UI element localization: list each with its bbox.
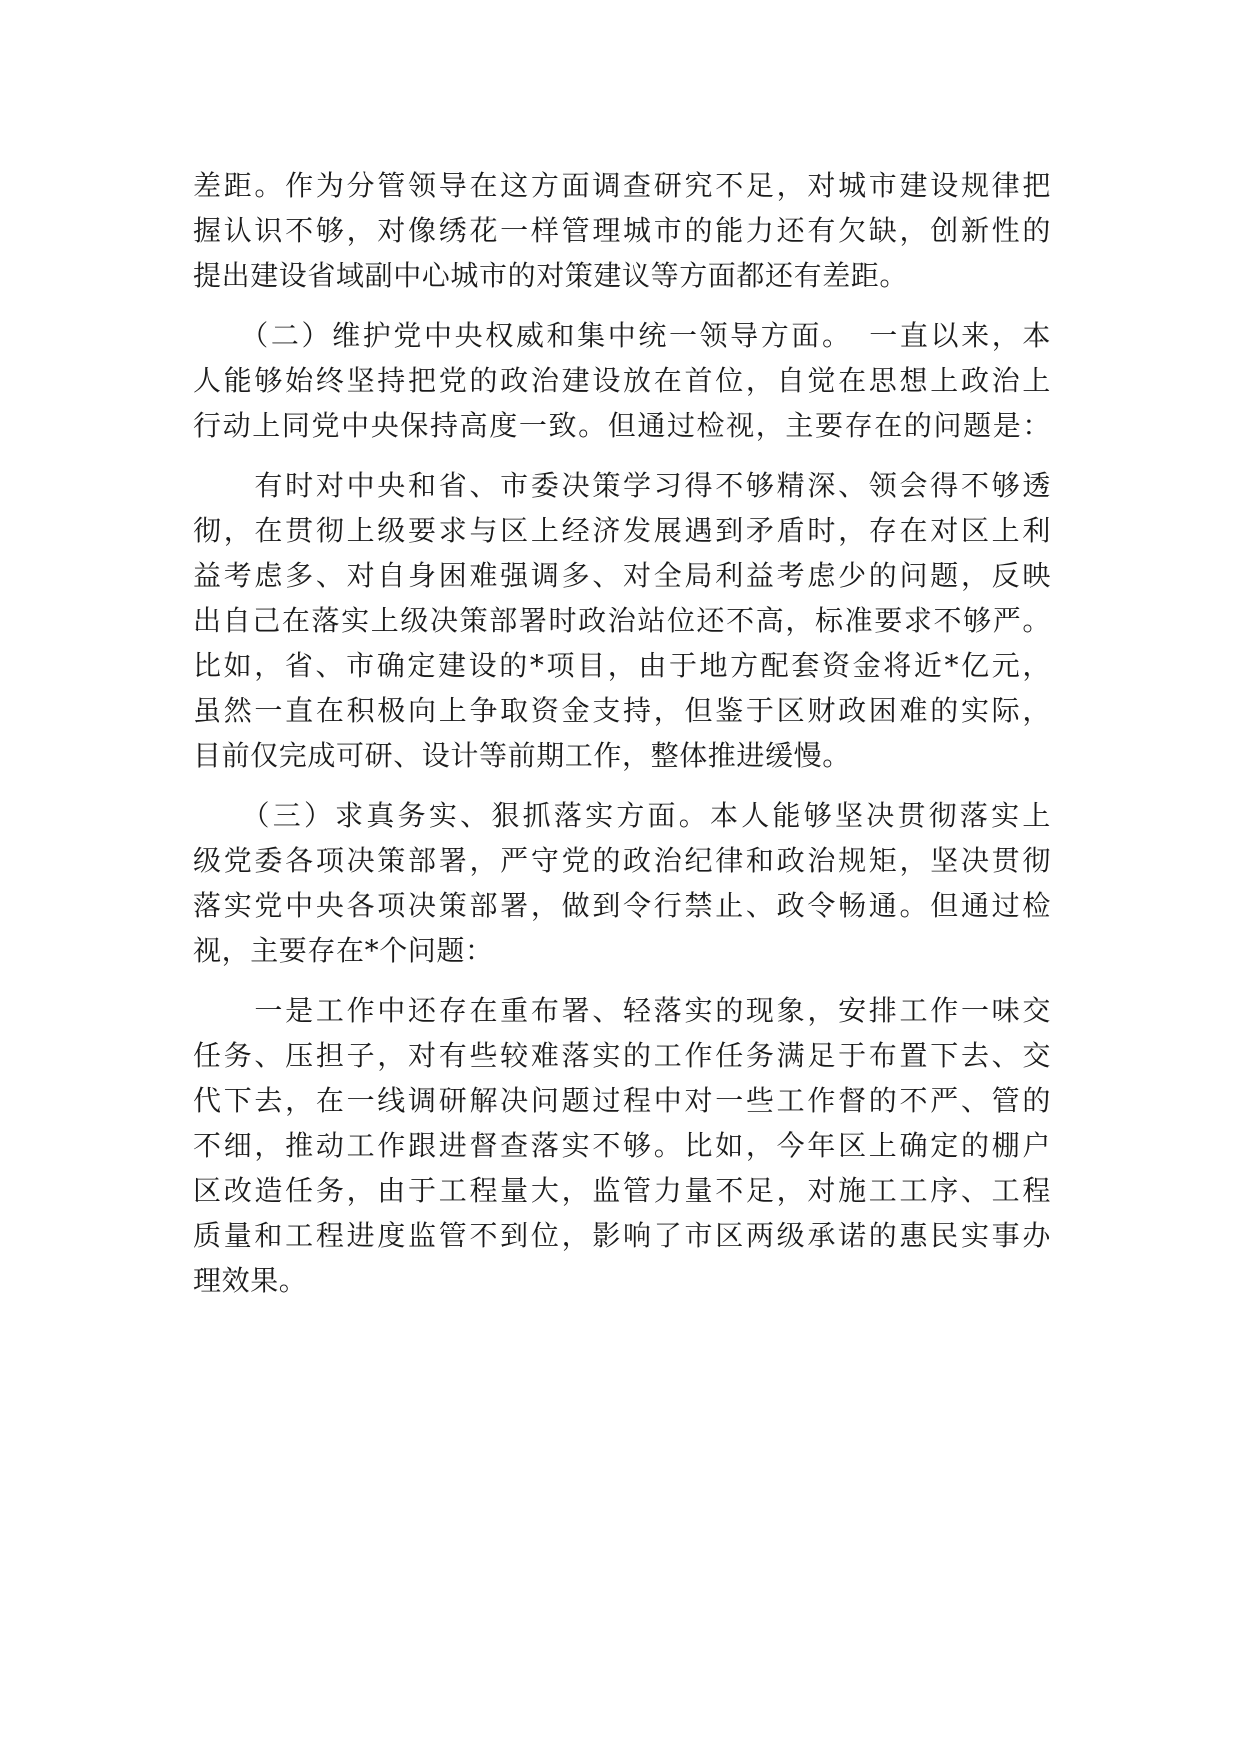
- text-line: 视，主要存在*个问题：: [193, 934, 494, 967]
- text-line: 质量和工程进度监管不到位，影响了市区两级承诺的惠民实事办: [193, 1219, 1051, 1252]
- text-line: 落实党中央各项决策部署，做到令行禁止、政令畅通。但通过检: [193, 889, 1051, 922]
- text-line: 代下去，在一线调研解决问题过程中对一些工作督的不严、管的: [193, 1084, 1051, 1117]
- text-line: 级党委各项决策部署，严守党的政治纪律和政治规矩，坚决贯彻: [193, 844, 1051, 877]
- text-line: （三）求真务实、狠抓落实方面。本人能够坚决贯彻落实上: [193, 799, 1051, 832]
- text-line: （二）维护党中央权威和集中统一领导方面。 一直以来，本: [193, 319, 1051, 352]
- text-line: 不细，推动工作跟进督查落实不够。比如，今年区上确定的棚户: [193, 1129, 1051, 1162]
- text-line: 虽然一直在积极向上争取资金支持，但鉴于区财政困难的实际，: [193, 694, 1051, 727]
- text-line: 理效果。: [193, 1264, 308, 1297]
- text-line: 提出建设省域副中心城市的对策建议等方面都还有差距。: [193, 259, 909, 292]
- paragraph-3: [193, 463, 1051, 778]
- text-line: 益考虑多、对自身困难强调多、对全局利益考虑少的问题，反映: [193, 559, 1051, 592]
- text-line: 握认识不够，对像绣花一样管理城市的能力还有欠缺，创新性的: [193, 214, 1051, 247]
- paragraph-1: [193, 163, 1051, 298]
- document-body: [193, 163, 1051, 1303]
- text-line: 彻，在贯彻上级要求与区上经济发展遇到矛盾时，存在对区上利: [193, 514, 1051, 547]
- text-line: 人能够始终坚持把党的政治建设放在首位，自觉在思想上政治上: [193, 364, 1051, 397]
- text-line: 一是工作中还存在重布署、轻落实的现象，安排工作一味交: [193, 994, 1051, 1027]
- text-line: 出自己在落实上级决策部署时政治站位还不高，标准要求不够严。: [193, 604, 1051, 637]
- text-line: 差距。作为分管领导在这方面调查研究不足，对城市建设规律把: [193, 169, 1051, 202]
- paragraph-4: [193, 793, 1051, 973]
- text-line: 任务、压担子，对有些较难落实的工作任务满足于布置下去、交: [193, 1039, 1051, 1072]
- paragraph-5: [193, 988, 1051, 1303]
- text-line: 行动上同党中央保持高度一致。但通过检视，主要存在的问题是：: [193, 409, 1051, 442]
- text-line: 区改造任务，由于工程量大，监管力量不足，对施工工序、工程: [193, 1174, 1051, 1207]
- text-line: 目前仅完成可研、设计等前期工作，整体推进缓慢。: [193, 739, 851, 772]
- paragraph-2: [193, 313, 1051, 448]
- text-line: 有时对中央和省、市委决策学习得不够精深、领会得不够透: [193, 469, 1051, 502]
- text-line: 比如，省、市确定建设的*项目，由于地方配套资金将近*亿元，: [193, 649, 1051, 682]
